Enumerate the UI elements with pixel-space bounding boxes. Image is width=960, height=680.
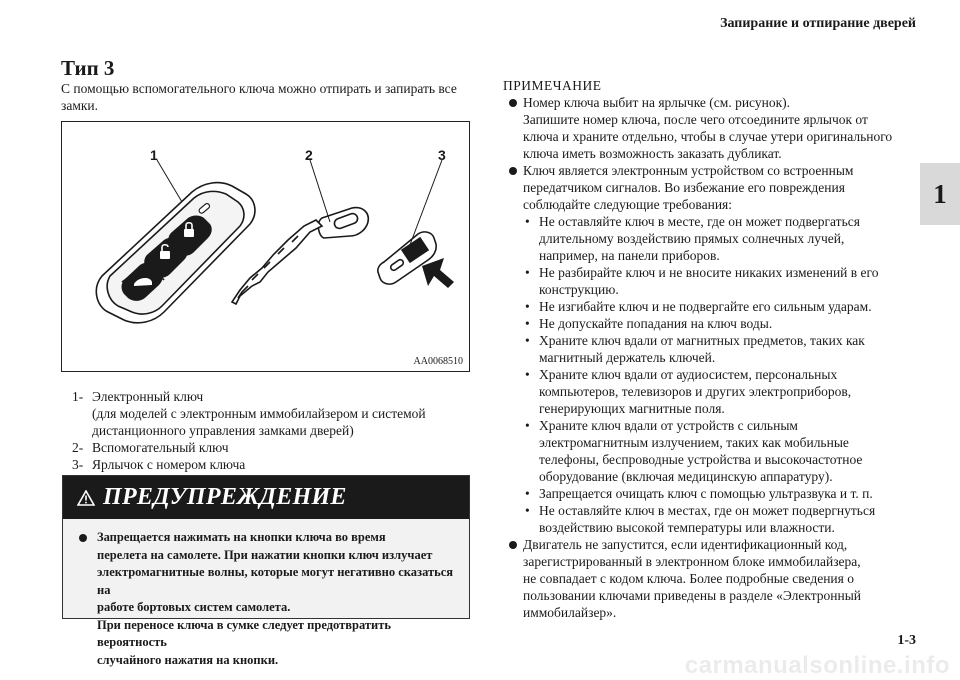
pointer-arrow-icon [422, 258, 454, 288]
key-illustration [62, 122, 469, 371]
note-line: Не изгибайте ключ и не подвергайте его сильным ударам. [539, 299, 872, 314]
note-line: конструкцию. [539, 282, 619, 297]
legend-text [92, 439, 472, 456]
note-line: электромагнитным излучением, таких как мобильные [539, 435, 849, 450]
note-section [503, 80, 923, 621]
warning-body [63, 519, 469, 669]
callout-3: 3 [438, 147, 446, 163]
note-text [539, 315, 923, 332]
note-line: Запишите номер ключа, после чего отсоедините ярлычок от [523, 112, 868, 127]
note-text [539, 332, 923, 366]
note-subbullet [503, 298, 923, 315]
warning-line: электромагнитные волны, которые могут негативно сказаться на [97, 565, 454, 597]
note-text [539, 502, 923, 536]
note-subbullet [503, 366, 923, 417]
figure-code: AA0068510 [413, 356, 463, 367]
legend-item [72, 439, 472, 456]
callout-1: 1 [150, 147, 158, 163]
note-subbullet [503, 332, 923, 366]
bullet-icon: • [525, 214, 530, 229]
legend-line: Ярлычок с номером ключа [92, 457, 246, 472]
note-text [539, 366, 923, 417]
note-text [523, 536, 923, 621]
note-title: ПРИМЕЧАНИЕ [503, 78, 602, 93]
note-text [539, 485, 923, 502]
bullet-icon [503, 94, 523, 162]
note-line: иммобилайзер». [523, 605, 617, 620]
legend-item [72, 388, 472, 439]
note-subbullet [503, 502, 923, 536]
legend-text [92, 456, 472, 473]
bullet-icon [503, 162, 523, 213]
note-subbullet [503, 417, 923, 485]
note-line: Храните ключ вдали от устройств с сильным [539, 418, 798, 433]
warning-box [62, 475, 470, 667]
note-text [523, 162, 923, 213]
legend-item [72, 456, 472, 473]
note-line: зарегистрированный в электронном блоке иммобилайзера, [523, 554, 861, 569]
legend-number: 1- [72, 389, 84, 404]
bullet-icon [79, 534, 87, 542]
legend-number: 3- [72, 457, 84, 472]
note-text [539, 264, 923, 298]
warning-line: случайного нажатия на кнопки. [97, 652, 279, 667]
note-line: Не разбирайте ключ и не вносите никаких изменений в его [539, 265, 879, 280]
note-line: Номер ключа выбит на ярлычке (см. рисунок). [523, 95, 791, 110]
legend-line: Вспомогательный ключ [92, 440, 229, 455]
note-line: длительному воздействию прямых солнечных лучей, [539, 231, 845, 246]
note-bullet [503, 94, 923, 162]
figure-legend [72, 388, 472, 473]
note-line: воздействию высокой температуры или влажности. [539, 520, 835, 535]
bullet-icon: • [525, 367, 530, 382]
legend-number: 2- [72, 440, 84, 455]
note-list [503, 94, 923, 621]
note-line: например, на панели приборов. [539, 248, 720, 263]
note-line: Двигатель не запустится, если идентификационный код, [523, 537, 848, 552]
note-line: соблюдайте следующие требования: [523, 197, 733, 212]
note-subbullet [503, 213, 923, 264]
bullet-icon: • [525, 418, 530, 433]
note-line: ключа и храните отдельно, чтобы в случае утери оригинального [523, 129, 893, 144]
note-text [539, 213, 923, 264]
chapter-tab: 1 [920, 163, 960, 225]
warning-line: работе бортовых систем самолета. [97, 600, 291, 614]
note-line: телефоны, беспроводные устройства и высокочастотное [539, 452, 863, 467]
legend-line: (для моделей с электронным иммобилайзером и системой [92, 406, 426, 421]
note-line: оборудование (включая медицинскую аппаратуру). [539, 469, 833, 484]
bullet-icon: • [525, 265, 530, 280]
note-line: пользовании ключами приведены в разделе «Электронный [523, 588, 862, 603]
note-line: Запрещается очищать ключ с помощью ультразвука и т. п. [539, 486, 873, 501]
warning-line: перелета на самолете. При нажатии кнопки ключ излучает [97, 547, 433, 562]
note-line: Не допускайте попадания на ключ воды. [539, 316, 773, 331]
emergency-key-drawing [232, 208, 368, 304]
note-subbullet [503, 315, 923, 332]
note-line: компьютеров, телевизоров и других электроприборов, [539, 384, 852, 399]
note-bullet [503, 162, 923, 213]
warning-header [63, 476, 469, 519]
note-line: передатчиком сигналов. Во избежание его повреждения [523, 180, 845, 195]
note-line: магнитный держатель ключей. [539, 350, 716, 365]
page-number: 1-3 [897, 633, 916, 648]
legend-line: Электронный ключ [92, 389, 204, 404]
warning-line: При переносе ключа в сумке следует предотвратить вероятность [97, 617, 391, 649]
note-text [539, 417, 923, 485]
legend-text [92, 388, 472, 439]
note-bullet [503, 536, 923, 621]
note-subbullet [503, 485, 923, 502]
note-line: Не оставляйте ключ в месте, где он может подвергаться [539, 214, 860, 229]
warning-line: Запрещается нажимать на кнопки ключа во время [97, 530, 386, 544]
bullet-icon: • [525, 333, 530, 348]
warning-title: ПРЕДУПРЕЖДЕНИЕ [103, 484, 347, 510]
note-line: не совпадает с кодом ключа. Более подробные сведения о [523, 571, 854, 586]
note-text [523, 94, 923, 162]
watermark: carmanualsonline.info [684, 652, 950, 679]
bullet-icon [503, 536, 523, 621]
note-line: Храните ключ вдали от аудиосистем, персональных [539, 367, 838, 382]
warning-triangle-icon [77, 490, 95, 506]
legend-line: дистанционного управления замками дверей) [92, 423, 354, 438]
bullet-icon: • [525, 486, 530, 501]
note-line: Ключ является электронным устройством со встроенным [523, 163, 854, 178]
section-title: Тип 3 [61, 56, 115, 80]
intro-paragraph: С помощью вспомогательного ключа можно отпирать и запирать все замки. [61, 81, 457, 113]
note-line: Храните ключ вдали от магнитных предметов, таких как [539, 333, 865, 348]
bullet-icon: • [525, 503, 530, 518]
note-line: ключа иметь возможность заказать дубликат. [523, 146, 782, 161]
callout-2: 2 [305, 147, 313, 163]
warning-text [97, 529, 457, 669]
note-line: генерирующих магнитные поля. [539, 401, 725, 416]
key-figure [61, 121, 470, 372]
note-text [539, 298, 923, 315]
section-header: Запирание и отпирание дверей [720, 16, 916, 31]
note-subbullet [503, 264, 923, 298]
note-line: Не оставляйте ключ в местах, где он может подвергнуться [539, 503, 876, 518]
bullet-icon: • [525, 316, 530, 331]
bullet-icon: • [525, 299, 530, 314]
